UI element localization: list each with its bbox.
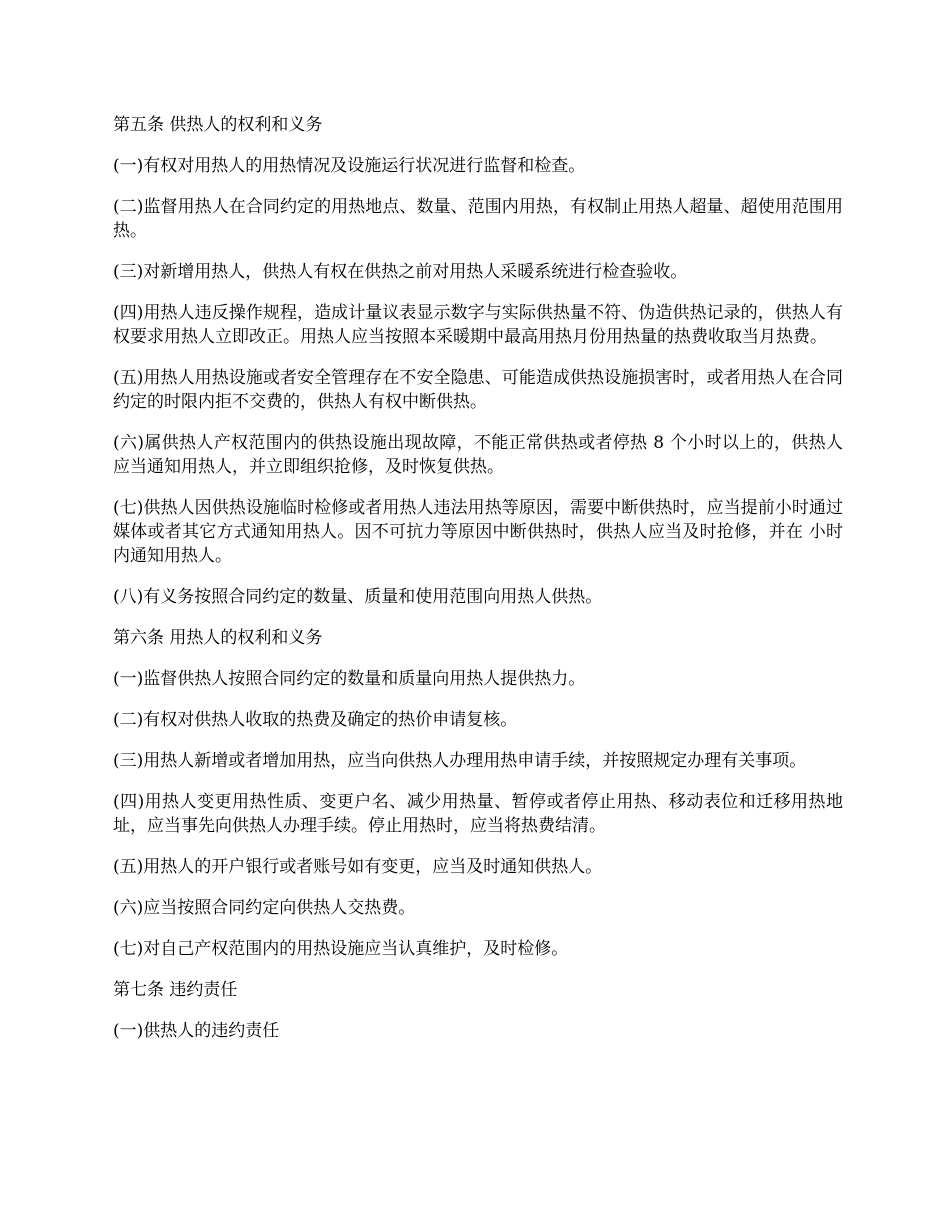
clause-paragraph: (六)应当按照合同约定向供热人交热费。 bbox=[113, 898, 416, 918]
clause-paragraph: (八)有义务按照合同约定的数量、质量和使用范围向用热人供热。 bbox=[113, 587, 603, 607]
clause-paragraph: (一)监督供热人按照合同约定的数量和质量向用热人提供热力。 bbox=[113, 669, 586, 689]
clause-paragraph: (七)供热人因供热设施临时检修或者用热人违法用热等原因，需要中断供热时，应当提前小时通过媒体或者其它方式通知用热人。因不可抗力等原因中断供热时，供热人应当及时抢修，并在 小时内通知用热人。 bbox=[113, 498, 843, 566]
clause-paragraph: (三)对新增用热人，供热人有权在供热之前对用热人采暖系统进行检查验收。 bbox=[113, 262, 688, 282]
clause-paragraph: (四)用热人变更用热性质、变更户名、减少用热量、暂停或者停止用热、移动表位和迁移用热地址，应当事先向供热人办理手续。停止用热时，应当将热费结清。 bbox=[113, 792, 843, 836]
clause-paragraph: (六)属供热人产权范围内的供热设施出现故障，不能正常供热或者停热 8 个小时以上的，供热人应当通知用热人，并立即组织抢修，及时恢复供热。 bbox=[113, 433, 843, 477]
clause-paragraph: (五)用热人的开户银行或者账号如有变更，应当及时通知供热人。 bbox=[113, 857, 603, 877]
clause-paragraph: (二)有权对供热人收取的热费及确定的热价申请复核。 bbox=[113, 710, 518, 730]
article-heading-6: 第六条 用热人的权利和义务 bbox=[113, 628, 323, 648]
clause-paragraph: (一)供热人的违约责任 bbox=[113, 1021, 280, 1041]
clause-paragraph: (五)用热人用热设施或者安全管理存在不安全隐患、可能造成供热设施损害时，或者用热人在合同约定的时限内拒不交费的，供热人有权中断供热。 bbox=[113, 368, 843, 412]
article-heading-7: 第七条 违约责任 bbox=[113, 980, 238, 1000]
clause-paragraph: (一)有权对用热人的用热情况及设施运行状况进行监督和检查。 bbox=[113, 156, 586, 176]
clause-paragraph: (七)对自己产权范围内的用热设施应当认真维护，及时检修。 bbox=[113, 939, 569, 959]
article-heading-5: 第五条 供热人的权利和义务 bbox=[113, 115, 323, 135]
clause-paragraph: (四)用热人违反操作规程，造成计量议表显示数字与实际供热量不符、伪造供热记录的，供热人有权要求用热人立即改正。用热人应当按照本采暖期中最高用热月份用热量的热费收取当月热费。 bbox=[113, 303, 843, 347]
clause-paragraph: (三)用热人新增或者增加用热，应当向供热人办理用热申请手续，并按照规定办理有关事项。 bbox=[113, 751, 807, 771]
document-page bbox=[113, 113, 843, 1060]
clause-paragraph: (二)监督用热人在合同约定的用热地点、数量、范围内用热，有权制止用热人超量、超使用范围用热。 bbox=[113, 197, 843, 241]
